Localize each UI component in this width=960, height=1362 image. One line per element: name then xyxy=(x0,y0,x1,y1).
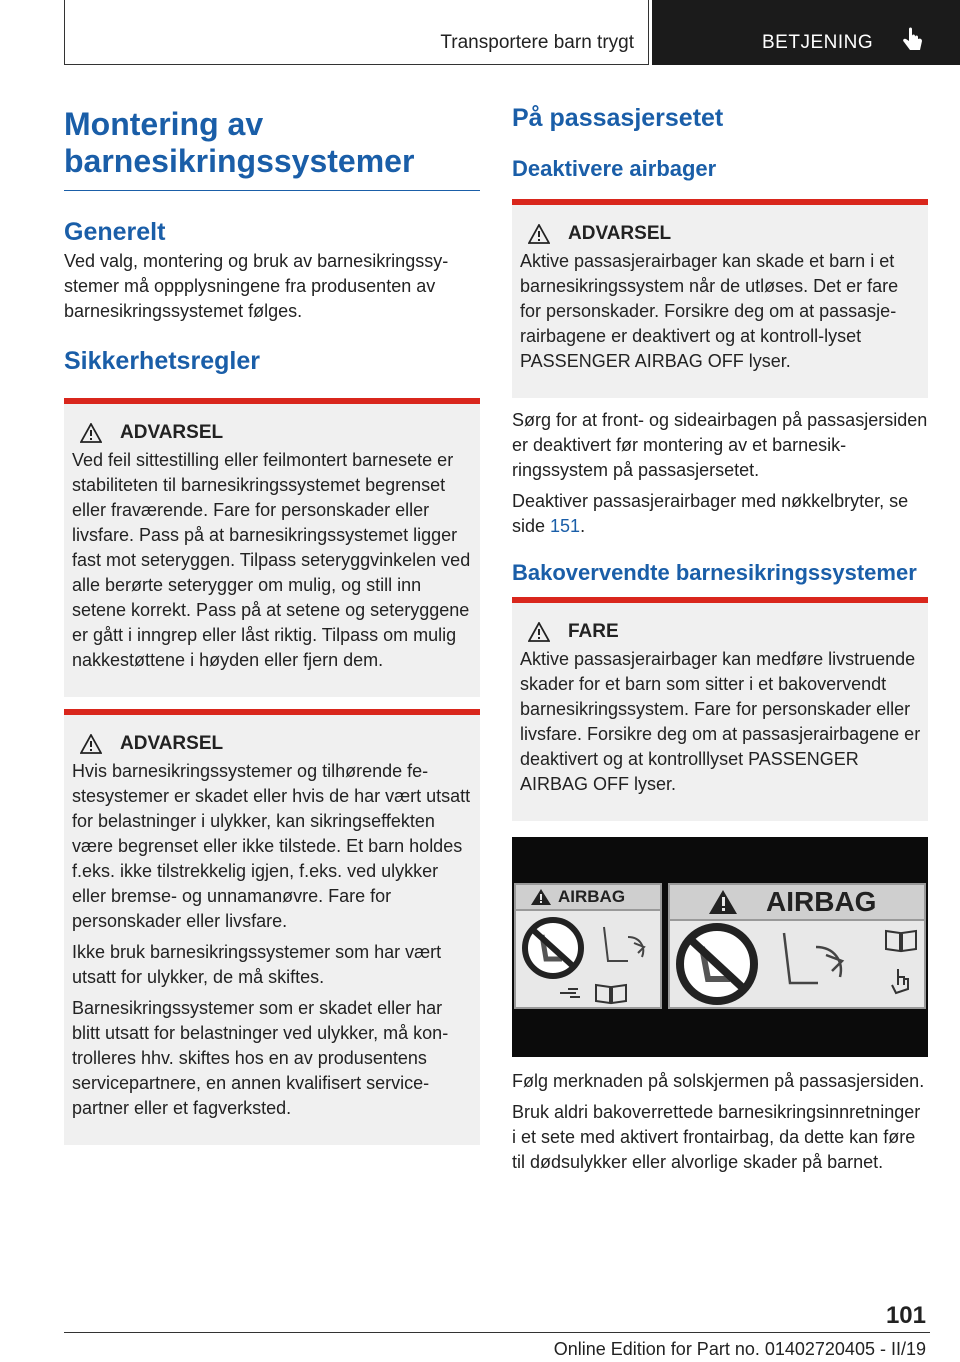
pointing-hand-icon xyxy=(558,985,584,1003)
airbag-label-small xyxy=(514,883,662,1009)
pointing-hand-icon xyxy=(890,967,912,997)
warning-text: Hvis barnesikringssystemer og tilhørende festesystemer er skadet eller hvis de har vært utsatt for belastninger i ulykker, kan sikringseffekten være begrenset eller ikke tilstede. Et barn holdes f.eks. ikke tilstrekkelig igjen, f.eks. ved ulykker eller bremse- og unnamanøvre. Fare for personskader eller livsfare. xyxy=(72,761,471,931)
no-child-seat-icon xyxy=(520,915,586,981)
manual-book-icon xyxy=(884,929,918,953)
left-column xyxy=(64,100,480,1145)
body-paragraph: Sørg for at front- og sideairbagen på passasjersiden er deaktivert før montering av et barnesikringssystem på passasjersetet. xyxy=(512,410,928,480)
header-section-box xyxy=(64,0,649,65)
page-link[interactable]: 151 xyxy=(550,516,581,536)
footer-edition: Online Edition for Part no. 01402720405 - II/19 xyxy=(553,1339,926,1359)
header-chapter-box xyxy=(652,0,960,65)
warning-text: Barnesikringssystemer som er skadet eller har blitt utsatt for belastninger ved ulykker, må kontrolleres hhv. skiftes hos en av produsentens servicepartnere, en annen kvalifisert servicepartner eller et fagverksted. xyxy=(72,998,449,1118)
body-paragraph: Bruk aldri bakoverrettede barnesikringsinnretninger i et sete med aktivert frontairbag, da dette kan føre til dødsulykker eller alvorlige skader på barnet. xyxy=(512,1102,921,1172)
warning-label: ADVARSEL xyxy=(120,422,224,443)
body-paragraph xyxy=(512,489,928,539)
pointing-hand-icon xyxy=(900,26,926,54)
warning-title xyxy=(72,733,474,755)
deaktivere-heading: Deaktivere airbager xyxy=(512,156,717,181)
warning-triangle-icon xyxy=(528,622,550,642)
airbag-label-photo xyxy=(512,837,928,1057)
warning-label: ADVARSEL xyxy=(120,733,224,754)
section-title: På passasjersetet xyxy=(512,104,724,132)
body-paragraph: Følg merknaden på solskjermen på passasjersiden. xyxy=(512,1071,925,1091)
warning-text: Aktive passasjerairbager kan skade et barn i et barnesikringssystem når de utløses. Det er fare for personskader. Forsikre deg om at passasjerairbagene er deaktivert og at kontroll-lyset PASSENGER AIRBAG OFF lyser. xyxy=(520,251,899,371)
airbag-seat-icon xyxy=(770,921,856,1007)
header-chapter-title: BETJENING xyxy=(762,32,874,53)
para-text: Deaktiver passasjerairbager med nøkkelbryter, se side xyxy=(512,491,909,536)
warning-title xyxy=(520,621,922,643)
warning-triangle-icon xyxy=(708,889,738,915)
warning-label: ADVARSEL xyxy=(568,223,672,244)
warning-box-3 xyxy=(512,199,928,398)
manual-book-icon xyxy=(594,983,628,1005)
right-column xyxy=(512,100,928,1175)
warning-text: Ikke bruk barnesikringssystemer som har vært utsatt for ulykker, de må skiftes. xyxy=(72,942,442,987)
airbag-label-large xyxy=(668,883,926,1009)
airbag-text: AIRBAG xyxy=(766,886,877,917)
warning-box-1 xyxy=(64,398,480,697)
footer-divider xyxy=(64,1332,930,1333)
airbag-band xyxy=(516,885,660,911)
header-section-title: Transportere barn trygt xyxy=(440,32,634,53)
warning-box-2 xyxy=(64,709,480,1145)
fare-box xyxy=(512,597,928,821)
para-text: . xyxy=(580,516,586,536)
warning-label: FARE xyxy=(568,621,619,642)
warning-title xyxy=(520,223,922,245)
airbag-band xyxy=(670,885,924,921)
generelt-heading: Generelt xyxy=(64,218,166,246)
bakover-heading: Bakovervendte barnesikringssystemer xyxy=(512,560,917,585)
warning-triangle-icon xyxy=(80,423,102,443)
warning-text: Aktive passasjerairbager kan medføre livstruende skader for et barn som sitter i et bakovervendt barnesikringssystem. Fare for personskader eller livsfare. Forsikre deg om at passasjerairbagene er deaktivert og at kontrolllyset PASSENGER AIRBAG OFF lyser. xyxy=(520,649,921,794)
generelt-text: Ved valg, montering og bruk av barnesikringssystemer må oppplysningene fra produsenten av barnesikringssystemet følges. xyxy=(64,251,449,321)
warning-triangle-icon xyxy=(80,734,102,754)
airbag-text: AIRBAG xyxy=(558,887,626,906)
page-number: 101 xyxy=(885,1302,926,1329)
page-title: Montering av barnesikringssystemer xyxy=(64,106,480,191)
warning-title xyxy=(72,422,474,444)
no-child-seat-icon xyxy=(674,921,760,1007)
warning-triangle-icon xyxy=(528,224,550,244)
warning-triangle-icon xyxy=(530,888,552,906)
airbag-seat-icon xyxy=(594,917,654,977)
warning-text: Ved feil sittestilling eller feilmontert barnesete er stabiliteten til barnesikringssystemet begrenset eller fraværende. Fare for personskader eller livsfare. Pass på at barnesikringssystemet ligger fast mot seteryggen. Tilpass seteryggvinkelen ved alle berørte seterygger om mulig, og still inn setene korrekt. Pass på at setene og seteryggene er gått i inngrep eller låst riktig. Tilpass om mulig nakkestøttene i høyden eller fjern dem. xyxy=(72,450,471,670)
sikkerhet-heading: Sikkerhetsregler xyxy=(64,347,260,375)
